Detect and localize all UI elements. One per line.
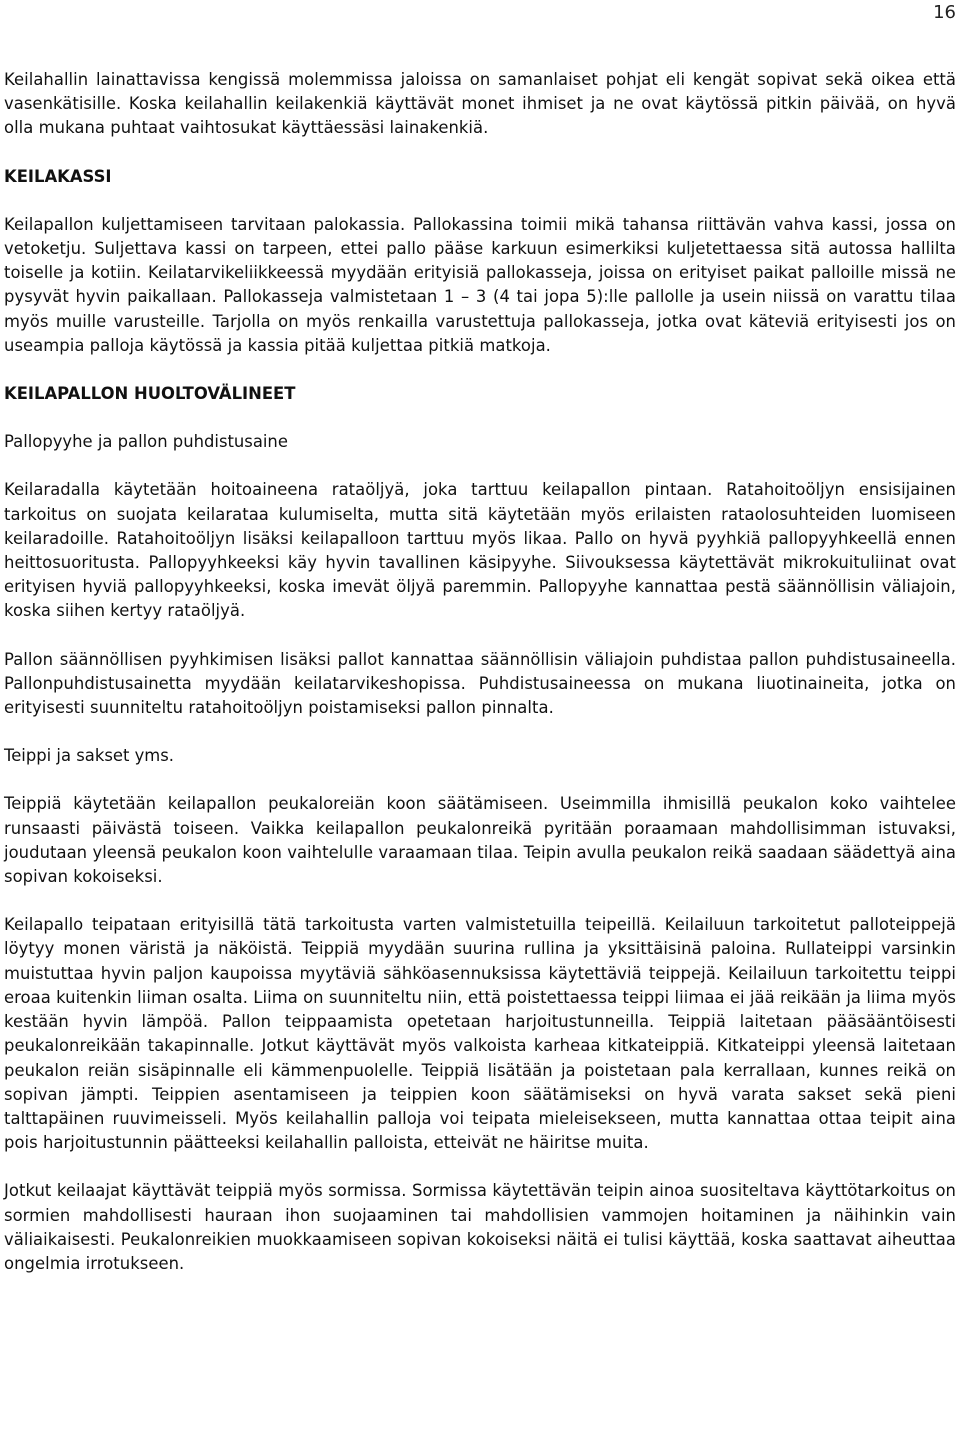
heading-keilakassi: KEILAKASSI	[4, 166, 112, 186]
document-body	[4, 68, 956, 1276]
puhdistusaine-paragraph: Pallon säännöllisen pyyhkimisen lisäksi pallot kannattaa säännöllisin väliajoin puhdistaa pallon puhdistusaineella. Pallonpuhdistusainetta myydään keilatarvikeshopissa. Puhdistusaineessa on mukana liuotinaineita, jotka on erityisesti suunniteltu ratahoitoöljyn poistamiseksi pallon pinnalta.	[4, 649, 956, 718]
intro-paragraph: Keilahallin lainattavissa kengissä molemmissa jaloissa on samanlaiset pohjat eli kengät sopivat sekä oikea että vasenkätisille. Koska keilahallin keilakenkiä käyttävät monet ihmiset ja ne ovat käytössä pitkin päivää, on hyvä olla mukana puhtaat vaihtosukat käyttäessäsi lainakenkiä.	[4, 70, 956, 138]
page-number: 16	[933, 2, 956, 23]
teippi-paragraph-1: Teippiä käytetään keilapallon peukaloreiän koon säätämiseen. Useimmilla ihmisillä peukalon koko vaihtelee runsaasti päivästä toiseen. Vaikka keilapallon peukalonreikä pyritään poraamaan mahdollisimman istuvaksi, joudutaan yleensä peukalon koon vaihtelulle varaamaan tilaa. Teipin avulla peukalon reikä saadaan säädettyä aina sopivan kokoiseksi.	[4, 794, 956, 887]
keilakassi-paragraph: Keilapallon kuljettamiseen tarvitaan palokassia. Pallokassina toimii mikä tahansa riittävän vahva kassi, jossa on vetoketju. Suljettava kassi on tarpeen, ettei pallo pääse karkuun esimerkiksi kuljetettaessa sitä autossa hallilta toiselle ja kotiin. Keilatarvikeliikkeessä myydään erityisiä pallokasseja, joissa on erityiset paikat palloille missä ne pysyvät hyvin paikallaan. Pallokasseja valmistetaan 1 – 3 (4 tai jopa 5):lle pallolle ja usein niissä on varattu tilaa myös muille varusteille. Tarjolla on myös renkailla varustettuja pallokasseja, jotka ovat käteviä erityisesti jos on useampia palloja käytössä ja kassia pitää kuljettaa pitkiä matkoja.	[4, 214, 956, 355]
subheading-teippi: Teippi ja sakset yms.	[4, 746, 174, 766]
pallopyyhe-paragraph: Keilaradalla käytetään hoitoaineena rataöljyä, joka tarttuu keilapallon pintaan. Ratahoitoöljyn ensisijainen tarkoitus on suojata keilarataa kulumiselta, mutta sitä käytetään myös erilaisten rataolosuhteiden luomiseen keilaradoille. Ratahoitoöljyn lisäksi keilapalloon tarttuu myös likaa. Pallo on hyvä pyyhkiä pallopyyhkeellä ennen heittosuoritusta. Pallopyyhkeeksi käy hyvin tavallinen käsipyyhe. Siivouksessa käytettävät mikrokuituliinat ovat erityisen hyviä pallopyyhkeeksi, koska imevät öljyä paremmin. Pallopyyhe kannattaa pestä säännöllisin väliajoin, koska siihen kertyy rataöljyä.	[4, 480, 956, 621]
teippi-paragraph-2: Keilapallo teipataan erityisillä tätä tarkoitusta varten valmistetuilla teipeillä. Keilailuun tarkoitetut palloteippejä löytyy monen väristä ja näköistä. Teippiä myydään suurina rullina ja yksittäisinä paloina. Rullateippi varsinkin muistuttaa hyvin paljon kaupoissa myytäviä sähköasennuksissa käytettäviä teippejä. Keilailuun tarkoitettu teippi eroaa kuitenkin liiman osalta. Liima on suunniteltu niin, että poistettaessa teippi liimaa ei jää reikään ja liima myös kestään hyvin lämpöä. Pallon teippaamista opetetaan harjoitustunneilla. Teippiä laitetaan pääsääntöisesti peukalonreikään takapinnalle. Jotkut käyttävät myös valkoista karheaa kitkateippiä. Kitkateippi yleensä laitetaan peukalon reiän sisäpinnalle eli kämmenpuolelle. Teippiä lisätään ja poistetaan pala kerrallaan, kunnes reikä on sopivan jämpti. Teippien asentamiseen ja teippien koon säätämiseksi on hyvä varata sakset sekä pieni talttapäinen ruuvimeisseli. Myös keilahallin palloja voi teipata mieleisekseen, mutta kannattaa ottaa teipit aina pois harjoitustunnin päätteeksi keilahallin palloista, etteivät ne häiritse muita.	[4, 915, 956, 1153]
heading-huoltovalineet: KEILAPALLON HUOLTOVÄLINEET	[4, 384, 296, 404]
teippi-paragraph-3: Jotkut keilaajat käyttävät teippiä myös sormissa. Sormissa käytettävän teipin ainoa suositeltava käyttötarkoitus on sormien mahdollisesti hauraan ihon suojaaminen tai mahdollisien vammojen hoitaminen ja näihinkin vain väliaikaisesti. Peukalonreikien muokkaamiseen sopivan kokoiseksi näitä ei tulisi käyttää, koska saattavat aiheuttaa ongelmia irrotukseen.	[4, 1181, 956, 1273]
subheading-pallopyyhe: Pallopyyhe ja pallon puhdistusaine	[4, 432, 288, 452]
